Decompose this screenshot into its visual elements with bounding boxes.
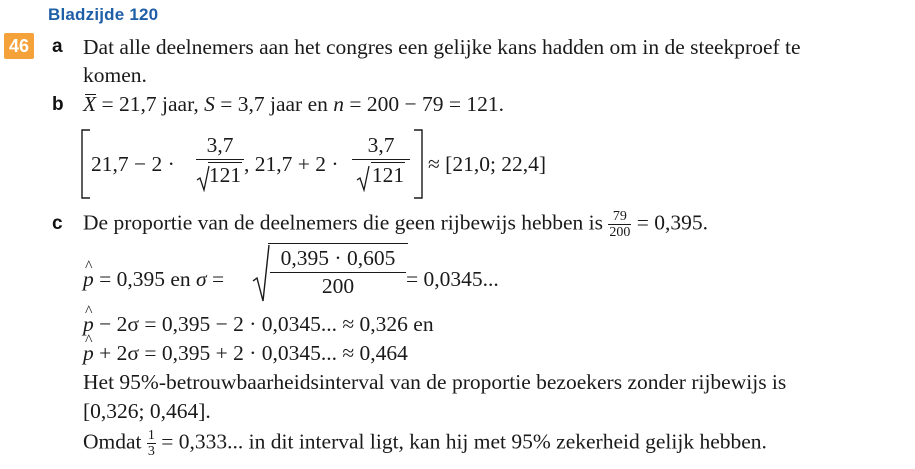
exercise-number-badge: 46 <box>4 33 34 59</box>
sqrt-sign-1 <box>196 164 210 192</box>
final-frac-num: 1 <box>147 428 155 443</box>
left-big-bracket <box>78 128 92 200</box>
phat-sigma-text <box>83 266 224 292</box>
phat-text: = 0,395 en <box>93 267 197 291</box>
sigma-symbol: σ <box>196 267 207 291</box>
sqrt-denominator: 200 <box>321 274 355 298</box>
part-b-letter: b <box>52 94 64 115</box>
phat-symbol-upper: ^ p <box>83 340 94 366</box>
lower-text: − 2σ = 0,395 − 2 · 0,0345... ≈ 0,326 en <box>93 312 434 336</box>
upper-text: + 2σ = 0,395 + 2 · 0,0345... ≈ 0,464 <box>93 341 408 365</box>
final-fraction <box>147 428 156 459</box>
frac-2-denominator: 121 <box>352 160 410 187</box>
upper-bound-line <box>83 340 408 366</box>
part-a-line-2: komen. <box>83 63 147 87</box>
right-big-bracket <box>412 128 426 200</box>
final-start: Omdat <box>83 429 147 454</box>
c-intro-text: De proportie van de deelnemers die geen rijbewijs hebben is <box>83 210 609 235</box>
frac-2-numerator: 3,7 <box>352 133 410 160</box>
interval-result: ≈ [21,0; 22,4] <box>428 152 547 176</box>
big-sqrt-sign <box>252 243 270 303</box>
interval-left-text: 21,7 − 2 · <box>91 152 175 176</box>
b-text-3: = 200 − 79 = 121. <box>344 92 505 116</box>
page-title: Bladzijde 120 <box>48 5 159 24</box>
final-end: = 0,333... in dit interval ligt, kan hij met 95% zekerheid gelijk hebben. <box>155 429 767 454</box>
phat-symbol-lower: ^ p <box>83 311 94 337</box>
intro-frac-den: 200 <box>609 225 631 240</box>
sqrt-numerator: 0,395 · 0,605 <box>270 246 406 273</box>
frac-1-numerator: 3,7 <box>196 133 244 160</box>
sqrt-result: = 0,0345... <box>406 267 499 291</box>
sqrt-fraction <box>270 246 406 299</box>
final-frac-den: 3 <box>147 444 155 459</box>
x-bar-symbol: X <box>83 92 97 116</box>
interval-mid-text: , 21,7 + 2 · <box>244 152 339 176</box>
s-symbol: S <box>204 92 215 116</box>
intro-fraction <box>608 209 631 240</box>
part-a-letter: a <box>52 36 63 57</box>
part-b-statistics-line <box>83 91 504 117</box>
interval-frac-2 <box>352 133 410 187</box>
interval-frac-1 <box>196 133 244 187</box>
conclusion-line-1: Het 95%-betrouwbaarheidsinterval van de proportie bezoekers zonder rijbewijs is <box>83 370 787 394</box>
final-line <box>83 428 767 459</box>
part-c-intro-line <box>83 209 708 240</box>
b-text-1: = 21,7 jaar, <box>96 92 205 116</box>
part-c-letter: c <box>52 213 63 234</box>
part-a-line-1: Dat alle deelnemers aan het congres een gelijke kans hadden om in de steekproef te <box>83 35 801 59</box>
sqrt-sign-2 <box>356 164 370 192</box>
sigma-eq: = <box>206 267 225 291</box>
phat-symbol: ^ p <box>83 266 94 292</box>
c-intro-end: = 0,395. <box>631 210 709 235</box>
conclusion-line-2: [0,326; 0,464]. <box>83 399 211 423</box>
intro-frac-num: 79 <box>608 209 631 225</box>
big-sqrt-bar <box>268 243 408 244</box>
frac-1-denominator: 121 <box>196 160 244 187</box>
b-text-2: = 3,7 jaar en <box>214 92 334 116</box>
lower-bound-line <box>83 311 434 337</box>
n-symbol: n <box>333 92 345 116</box>
